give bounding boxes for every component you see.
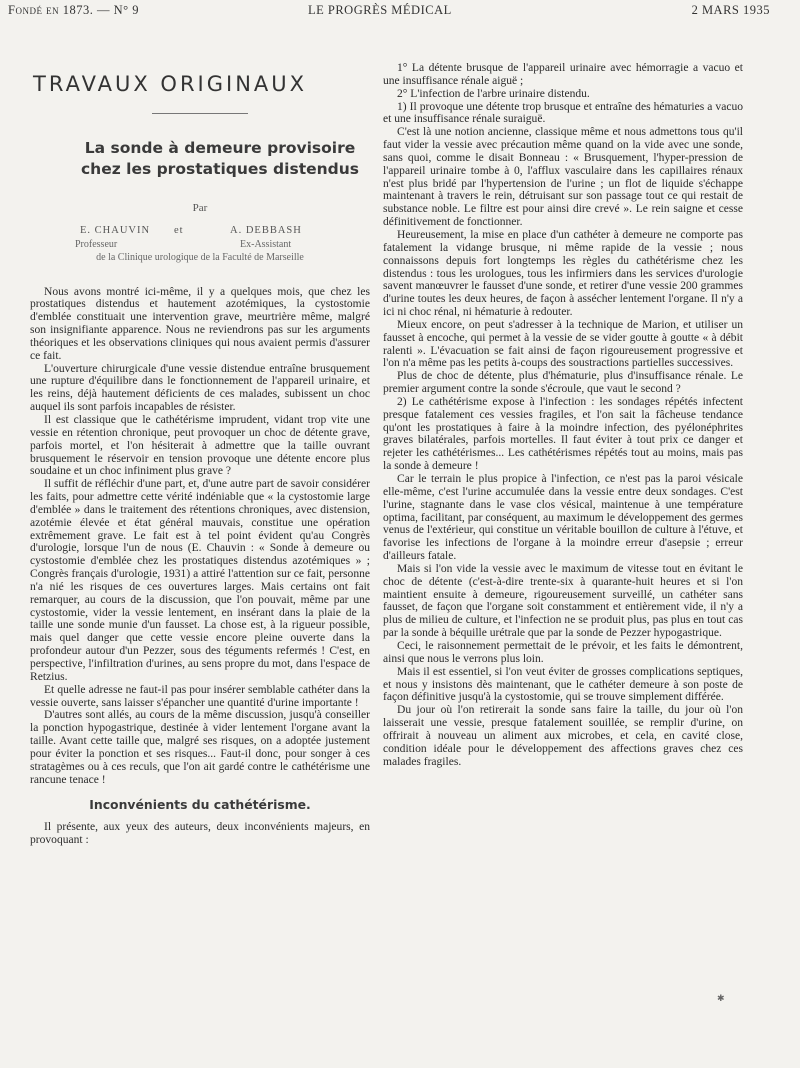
section-title: TRAVAUX ORIGINAUX xyxy=(33,72,308,96)
paragraph: Il présente, aux yeux des auteurs, deux inconvénients majeurs, en provoquant : xyxy=(30,821,370,847)
end-ornament-icon: ✱ xyxy=(717,993,725,1003)
byline: Par xyxy=(192,201,208,214)
paragraph: Car le terrain le plus propice à l'infection, ce n'est pas la paroi vésicale elle-même, c'est l'urine accumulée dans la vessie entre deux sondages. C'est l'urine, stagnante dans le vase clos vésical, maintenue à une température optima, facilitant, par conséquent, au maximum le développement des germes venus de l'extérieur, qui constitue un véritable bouillon de culture à l'étuve, et favorise les infections de l'organe à la moindre erreur d'asepsie ; erreur d'ailleurs fatale. xyxy=(383,473,743,563)
paragraph: C'est là une notion ancienne, classique même et nous admettons tous qu'il faut vider la vessie avec précaution même quand on la vide avec une sonde, sans quoi, comme le disait Bonneau : « Brusquement, l'hyper-pression de l'appareil urinaire tombe à 0, l'afflux vasculaire dans les capillaires rénaux n'est plus bridé par l'hypertension de l'urine ; un flot de liquide s'échappe maintenant à travers le rein, détruisant sur son passage tout ce qui restait de substance noble. Le filtre est pour ainsi dire crevé ». Le rein saigne et cesse définitivement de fonctionner. xyxy=(383,126,743,229)
paragraph: 1) Il provoque une détente trop brusque et entraîne des hématuries a vacuo et une insuffisance rénale suraiguë. xyxy=(383,100,743,126)
article-title xyxy=(70,138,370,180)
issue-date: 2 MARS 1935 xyxy=(691,3,770,17)
author-2: A. DEBBASH xyxy=(230,224,302,236)
paragraph: Mieux encore, on peut s'adresser à la technique de Marion, et utiliser un fausset à encoche, qui permet à la vessie de se vider goutte à goutte « à débit ralenti ». L'évacuation se fait ainsi de façon rigoureusement progressive et l'on n'a même pas les petits à-coups des soustractions partielles successives. xyxy=(383,318,743,370)
title-divider xyxy=(152,113,248,114)
right-column xyxy=(383,62,743,768)
paragraph: 2° L'infection de l'arbre urinaire distendu. xyxy=(397,87,590,100)
subheading: Inconvénients du cathétérisme. xyxy=(89,797,311,813)
journal-title: LE PROGRÈS MÉDICAL xyxy=(308,3,452,17)
paragraph: Il suffit de réfléchir d'une part, et, d'une autre part de savoir considérer les faits, pour admettre cette vérité indéniable que « la cystostomie large d'emblée » dans le traitement des rétentions chroniques, avec distension, azotémie élevée et état général mauvais, constitue une opération extrêmement grave. Le fait est à tel point évident qu'au Congrès d'urologie, lorsque l'un de nous (E. Chauvin : « Sonde à demeure ou cystostomie d'emblée chez les prostatiques distendus azotémiques » ; Congrès français d'urologie, 1931) a attiré l'attention sur ce fait, personne n'a nié les risques de ces ouvertures larges. Mais certains ont fait remarquer, au cours de la discussion, que l'on pouvait, même par une cystostomie, vider la vessie lentement, en insérant dans la plaie de la taille une sonde munie d'un fausset. La chose est, à la rigueur possible, mais quel danger que cette vessie encore pleine ouverte dans la profondeur autour d'un Pezzer, sous des téguments refermés ! C'est, en perspective, l'infiltration d'urines, au sens propre du mot, dans l'espace de Retzius. xyxy=(30,478,370,683)
author-1-role: Professeur xyxy=(75,238,118,250)
paragraph: Plus de choc de détente, plus d'hématurie, plus d'insuffisance rénale. Le premier argument contre la sonde s'écroule, que vaut le second ? xyxy=(383,370,743,396)
paragraph: Mais il est essentiel, si l'on veut éviter de grosses complications septiques, et nous y insistons dès maintenant, que le cathéter demeure à son poste de façon définitive jusqu'à la cystostomie, qui se trouve simplement différée. xyxy=(383,665,743,704)
paragraph: Mais si l'on vide la vessie avec le maximum de vitesse tout en évitant le choc de détente (c'est-à-dire trente-six à quarante-huit heures et si l'on maintient ensuite à demeure, rigoureusement surveillé, un cathéter sans fausset, de façon que l'organe soit constamment et entièrement vide, il n'y a plus de milieu de culture, et l'infection ne se produit plus, pas plus en tout cas par la sonde à béquille urétrale que par la sonde de Pezzer hypogastrique. xyxy=(383,562,743,640)
paragraph: Nous avons montré ici-même, il y a quelques mois, que chez les prostatiques distendus et hautement azotémiques, la cystostomie d'emblée constituait une intervention grave, meurtrière même, malgré son insignifiante apparence. Nous ne reviendrons pas sur les arguments théoriques et les observations cliniques qui nous avaient permis d'assurer ce fait. xyxy=(30,285,370,362)
author-conjunction: et xyxy=(174,224,184,236)
affiliation: de la Clinique urologique de la Faculté de Marseille xyxy=(96,251,304,263)
author-1: E. CHAUVIN xyxy=(80,224,151,236)
paragraph: Ceci, le raisonnement permettait de le prévoir, et les faits le démontrent, ainsi que nous le verrons plus loin. xyxy=(383,639,743,665)
article-title-line-1: La sonde à demeure provisoire xyxy=(84,138,356,157)
paragraph: Heureusement, la mise en place d'un cathéter à demeure ne comporte pas fatalement la vidange brusque, ni même rapide de la vessie ; nous connaissons depuis fort longtemps les règles du cathétérisme chez les distendus : tous les urologues, tous les infirmiers dans les services d'urologie savent manœuvrer le fausset d'une sonde, et retirer d'une vessie 200 grammes d'urine toutes les deux heures, de façon à assécher lentement l'organe. Il n'y a ici ni choc rénal, ni hématurie à redouter. xyxy=(383,228,743,319)
paragraph: D'autres sont allés, au cours de la même discussion, jusqu'à conseiller la ponction hypogastrique, destinée à vider lentement l'organe avant la taille. Avant cette taille que, malgré ses risques, on a adoptée justement pour éviter la ponction et ses risques... Faut-il donc, pour songer à ces stratagèmes ou à ces reculs, que l'on ait gardé contre le cathétérisme une rancune tenace ! xyxy=(30,709,370,786)
paragraph: Il est classique que le cathétérisme imprudent, vidant trop vite une vessie en rétention chronique, peut provoquer un choc de détente grave, parfois mortel, et l'on hésiterait à admettre que la taille ouvrant brusquement le réservoir en tension provoque une détente encore plus soudaine et un choc infiniment plus grave ? xyxy=(30,413,370,478)
paragraph: 1° La détente brusque de l'appareil urinaire avec hémorragie a vacuo et une insuffisance rénale aiguë ; xyxy=(383,62,743,87)
authors xyxy=(30,225,370,239)
article-title-line-2: chez les prostatiques distendus xyxy=(80,159,360,178)
paragraph: Du jour où l'on retirerait la sonde sans faire la taille, du jour où l'on laisserait une vessie, presque fatalement souillée, se remplir d'urine, on offrirait à nouveau un aliment aux microbes, et cela, en cavité close, condition idéale pour le développement des affections graves chez ces malades fragiles. xyxy=(383,704,743,768)
author-roles xyxy=(30,239,370,251)
paragraph: L'ouverture chirurgicale d'une vessie distendue entraîne brusquement une rupture d'équilibre dans le fonctionnement de l'appareil urinaire, et les reins, déjà hautement déficients de ces malades, subissent un choc auquel ils sont parfois incapables de résister. xyxy=(30,362,370,414)
paragraph: Et quelle adresse ne faut-il pas pour insérer semblable cathéter dans la vessie ouverte, sans laisser s'épancher une quantité d'urine importante ! xyxy=(30,683,370,709)
left-column xyxy=(30,60,370,847)
running-head xyxy=(8,3,770,25)
paragraph: 2) Le cathétérisme expose à l'infection : les sondages répétés infectent presque fatalement ces vessies fragiles, et l'on sait la fâcheuse tendance qu'ont les prostatiques à faire à la moindre infection, des pyélonéphrites graves bilatérales, parfois mortelles. Il faut éviter à tout prix ce danger et rejeter les cathétérismes... Les cathétérismes répétés tout au moins, mais pas la sonde à demeure ! xyxy=(383,395,743,473)
issue-info: Fondé en 1873. — N° 9 xyxy=(8,3,139,17)
author-2-role: Ex-Assistant xyxy=(240,238,292,250)
